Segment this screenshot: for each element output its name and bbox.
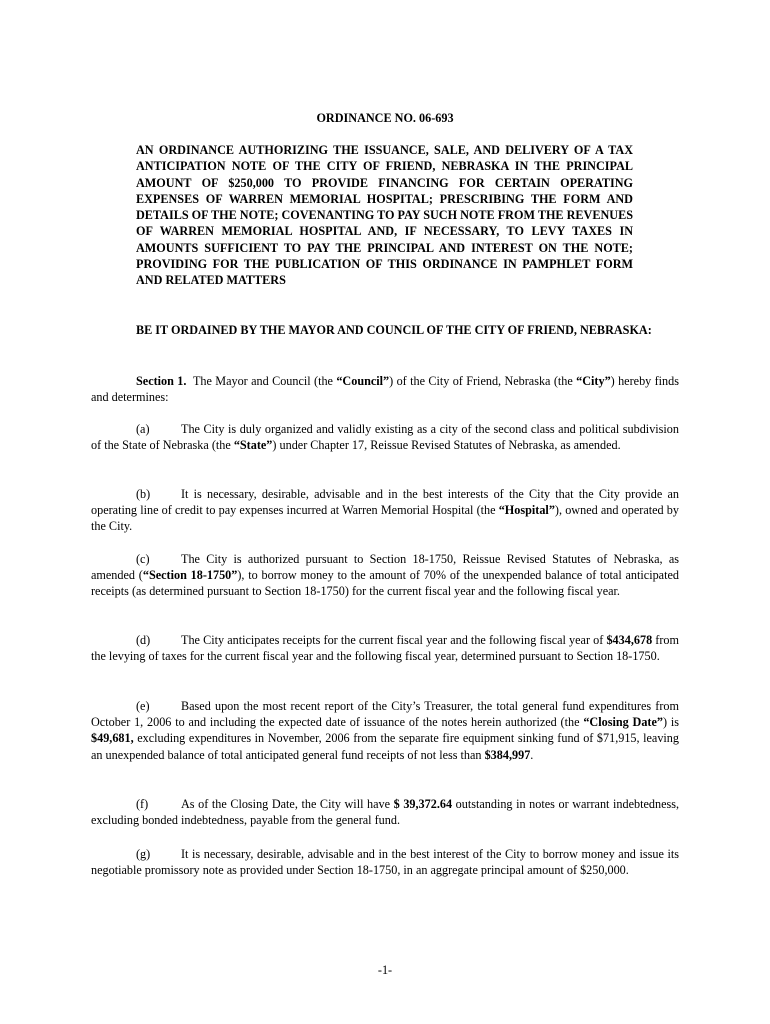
- ordinance-title: ORDINANCE NO. 06-693: [316, 111, 454, 125]
- paragraph-d-text: The City anticipates receipts for the current fiscal year and the following fiscal year of: [181, 633, 607, 647]
- paragraph-f-label: (f): [136, 797, 149, 811]
- paragraph-a-text: ) under Chapter 17, Reissue Revised Statutes of Nebraska, as amended.: [272, 438, 621, 453]
- paragraph-b-label: (b): [136, 487, 151, 501]
- section-1-text: The Mayor and Council (the: [192, 374, 337, 388]
- paragraph-e: [91, 698, 679, 763]
- paragraph-g-text: It is necessary, desirable, advisable and in the best interest of the City to borrow money and issue its negotiable promissory note as provided under Section 18-1750, in an aggregate principal amount of $250,000.: [91, 847, 679, 878]
- paragraph-d-label: (d): [136, 633, 151, 647]
- paragraph-f-text: outstanding in notes or warrant indebtedness, excluding bonded indebtedness, payable from the general fund.: [91, 797, 680, 828]
- section-1-paragraph: [91, 373, 679, 405]
- paragraph-d: [91, 632, 679, 664]
- paragraph-g: [91, 846, 679, 878]
- paragraph-a: [91, 421, 679, 453]
- outstanding-indebtedness-amount: $ 39,372.64: [393, 797, 453, 811]
- paragraph-f: [91, 796, 679, 828]
- paragraph-a-label: (a): [136, 422, 150, 436]
- paragraph-c-text: The City is authorized pursuant to Section 18-1750, Reissue Revised Statutes of Nebraska, as amended (: [91, 552, 679, 583]
- page-number: -1-: [377, 963, 393, 977]
- defined-term-hospital: “Hospital”: [498, 503, 555, 518]
- paragraph-f-text: As of the Closing Date, the City will have: [181, 797, 394, 811]
- expenditures-amount: $49,681,: [91, 731, 134, 746]
- paragraph-c: [91, 551, 679, 600]
- paragraph-e-label: (e): [136, 699, 150, 713]
- paragraph-g-label: (g): [136, 847, 151, 861]
- defined-term-state: “State”: [233, 438, 273, 453]
- paragraph-e-text: excluding expenditures in November, 2006 from the separate fire equipment sinking fund of $71,915, leaving an unexpended balance of total anticipated general fund receipts of not less than: [91, 731, 679, 762]
- enacting-clause-text: BE IT ORDAINED BY THE MAYOR AND COUNCIL OF THE CITY OF FRIEND, NEBRASKA:: [136, 323, 652, 337]
- section-1-text: ) hereby finds and determines:: [91, 374, 679, 405]
- defined-term-section-18-1750: “Section 18-1750”: [142, 568, 238, 583]
- paragraph-a-text: The City is duly organized and validly existing as a city of the second class and political subdivision of the State of Nebraska (the: [91, 422, 679, 453]
- paragraph-e-text: ) is: [662, 715, 679, 730]
- paragraph-b-text: ), owned and operated by the City.: [91, 503, 679, 534]
- anticipated-receipts-amount: $434,678: [606, 633, 653, 647]
- defined-term-city: “City”: [576, 374, 611, 388]
- paragraph-c-label: (c): [136, 552, 150, 566]
- section-1-heading: Section 1.: [136, 374, 187, 388]
- unexpended-balance-amount: $384,997: [484, 747, 531, 762]
- paragraph-d-text: from the levying of taxes for the current fiscal year and the following fiscal year, determined pursuant to Section 18-1750.: [91, 633, 679, 664]
- defined-term-closing-date: “Closing Date”: [583, 715, 663, 730]
- paragraph-e-text: .: [530, 747, 534, 762]
- paragraph-c-text: ), to borrow money to the amount of 70% of the unexpended balance of total anticipated receipts (as determined pursuant to Section 18-1750) for the current fiscal year and the following fiscal year.: [91, 568, 679, 599]
- paragraph-e-text: Based upon the most recent report of the City’s Treasurer, the total general fund expenditures from October 1, 2006 to and including the expected date of issuance of the notes herein authorized (the: [91, 699, 679, 730]
- defined-term-council: “Council”: [336, 374, 390, 388]
- paragraph-b: [91, 486, 679, 535]
- section-1-text: ) of the City of Friend, Nebraska (the: [389, 374, 577, 388]
- ordinance-caption: AN ORDINANCE AUTHORIZING THE ISSUANCE, SALE, AND DELIVERY OF A TAX ANTICIPATION NOTE OF THE CITY OF FRIEND, NEBRASKA IN THE PRINCIPAL AMOUNT OF $250,000 TO PROVIDE FINANCING FOR CERTAIN OPERATING EXPENSES OF WARREN MEMORIAL HOSPITAL; PRESCRIBING THE FORM AND DETAILS OF THE NOTE; COVENANTING TO PAY SUCH NOTE FROM THE REVENUES OF WARREN MEMORIAL HOSPITAL AND, IF NECESSARY, TO LEVY TAXES IN AMOUNTS SUFFICIENT TO PAY THE PRINCIPAL AND INTEREST ON THE NOTE; PROVIDING FOR THE PUBLICATION OF THIS ORDINANCE IN PAMPHLET FORM AND RELATED MATTERS: [136, 143, 633, 288]
- paragraph-b-text: It is necessary, desirable, advisable and in the best interests of the City that the City provide an operating line of credit to pay expenses incurred at Warren Memorial Hospital (the: [91, 487, 679, 518]
- enacting-clause: [91, 322, 679, 338]
